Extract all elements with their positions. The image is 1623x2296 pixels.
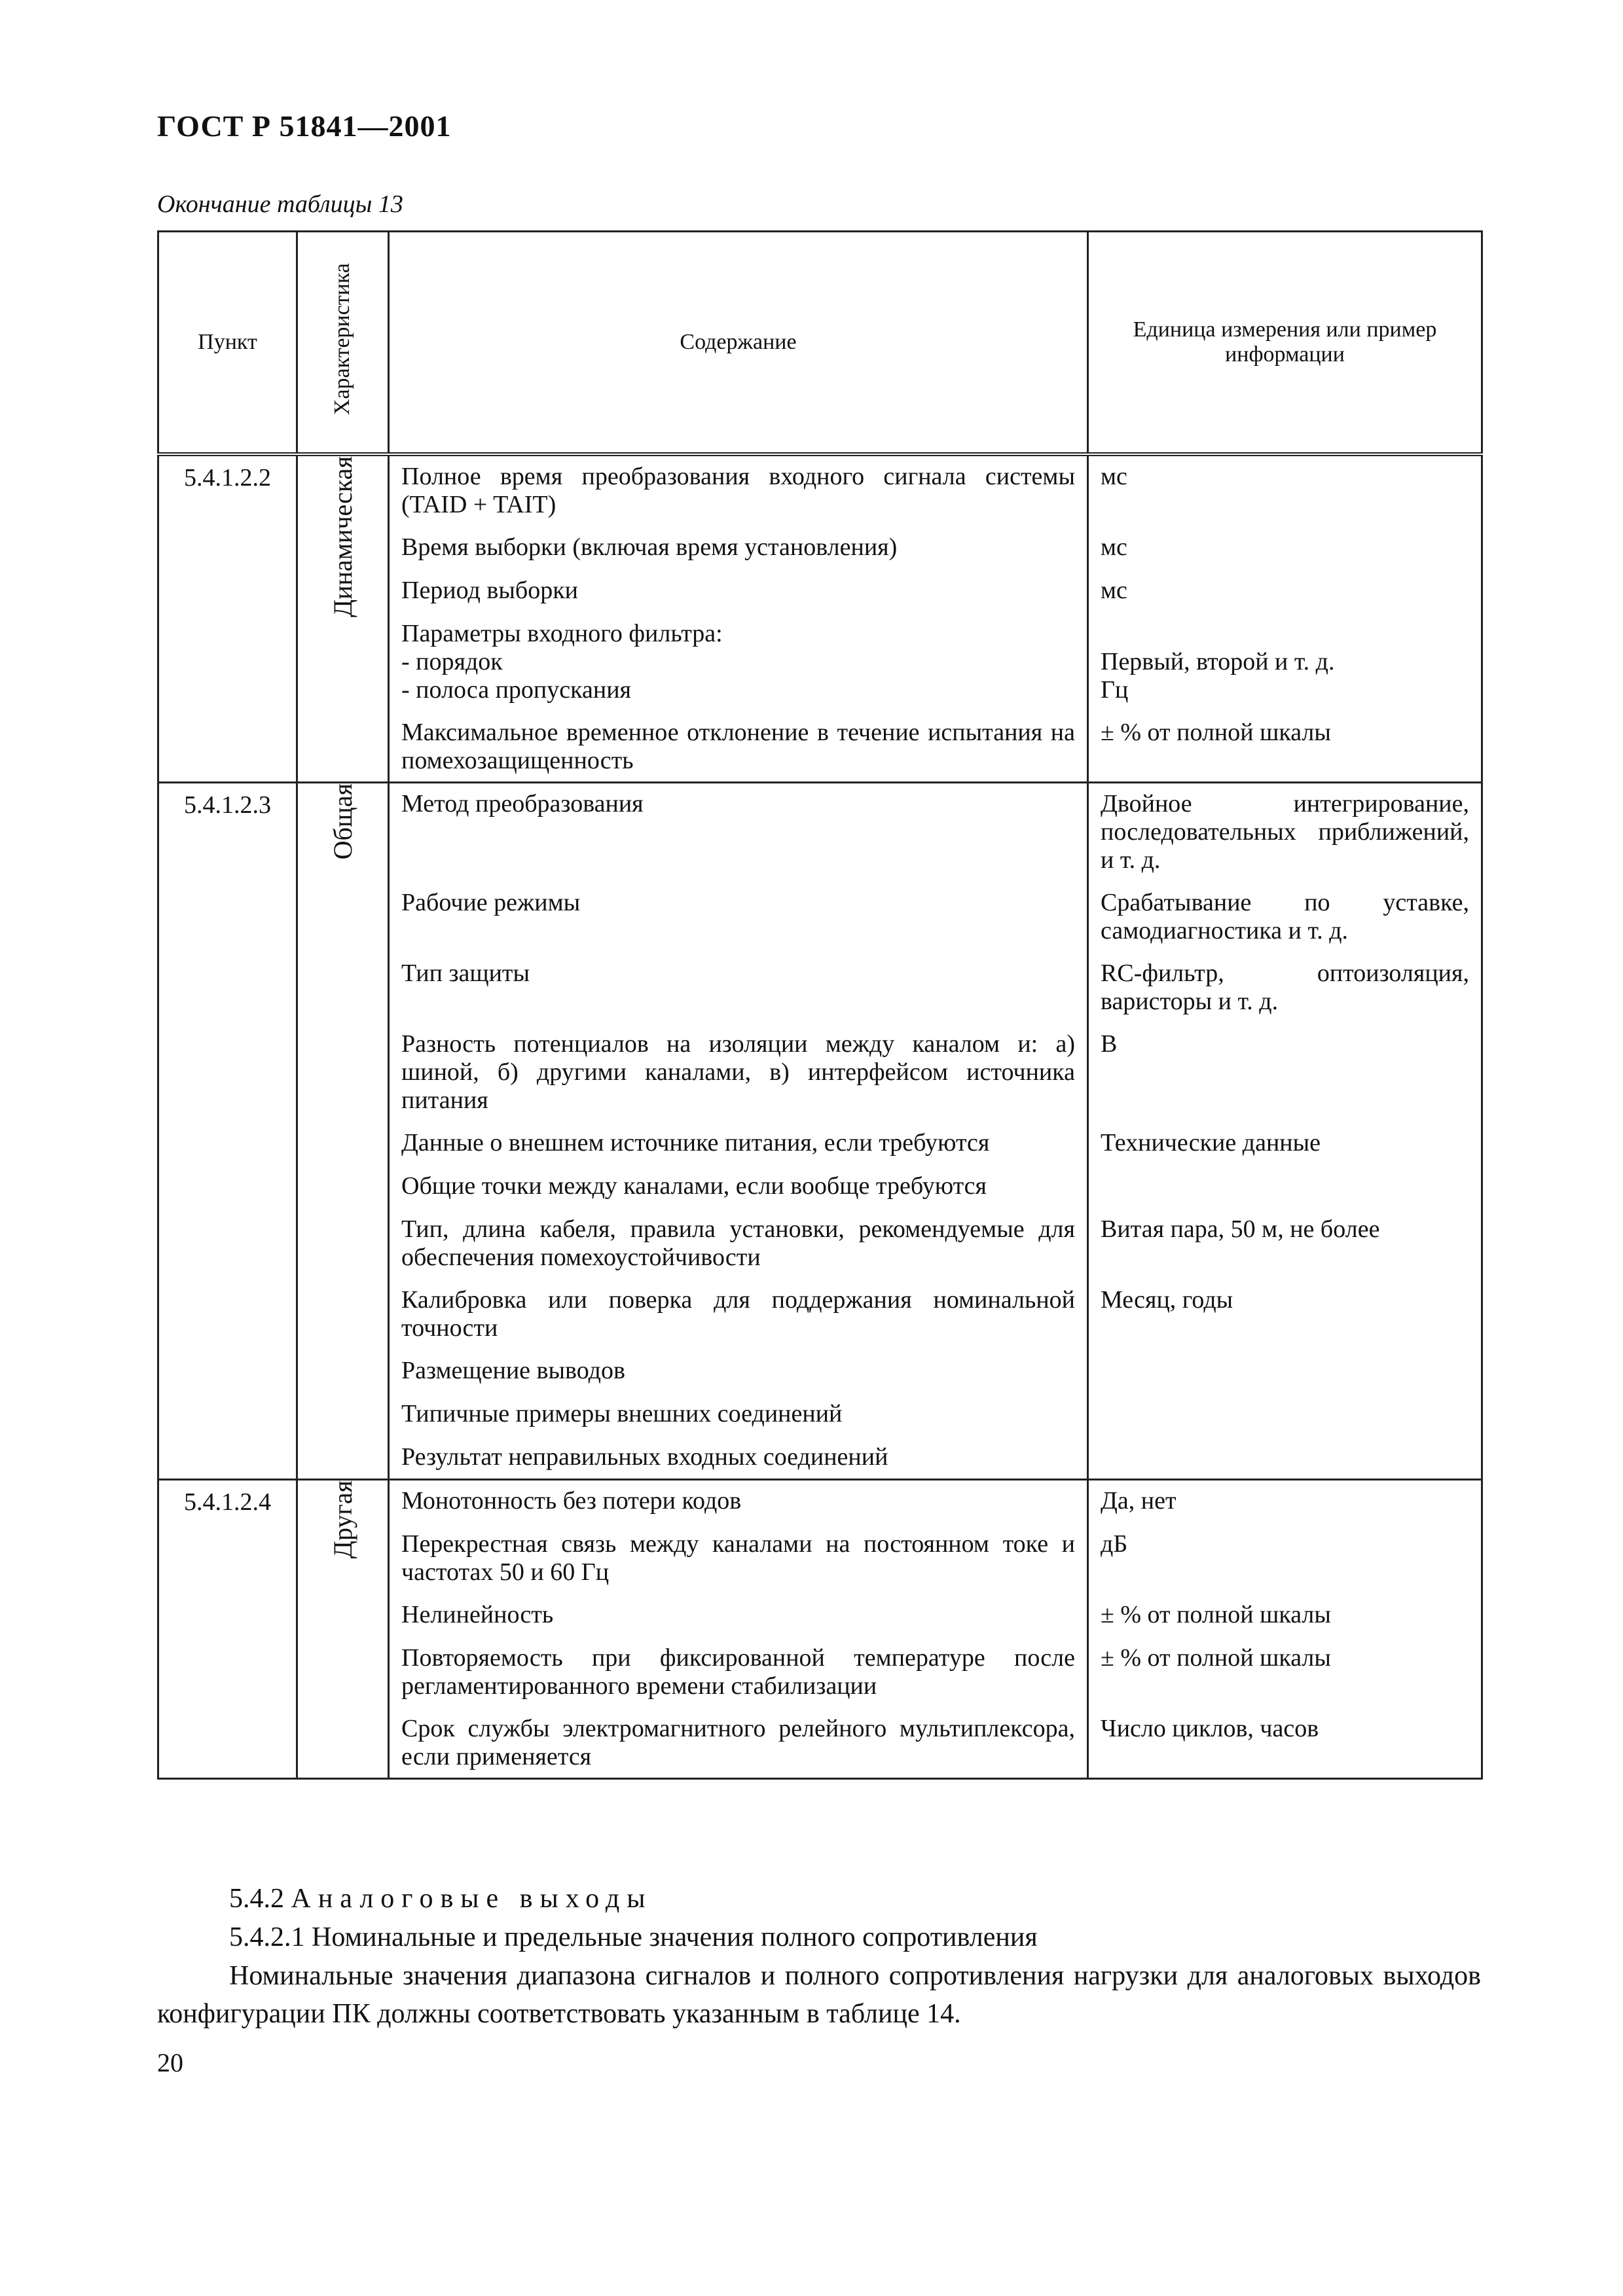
unit-item: В — [1101, 1030, 1118, 1058]
content-item: Метод преобразования — [401, 790, 644, 817]
content-cell — [389, 1480, 1088, 1779]
content-item: Срок службы электромагнитного релейного мультиплексора, если применяется — [401, 1715, 1075, 1770]
content-item: Данные о внешнем источнике питания, если требуются — [401, 1129, 990, 1157]
unit-item: Месяц, годы — [1101, 1286, 1233, 1314]
content-item: Рабочие режимы — [401, 889, 581, 916]
unit-item: Двойное интегрирование, последовательных приближений, и т. д. — [1101, 790, 1469, 874]
characteristic-cell — [297, 1480, 389, 1779]
content-item: Параметры входного фильтра: - порядок - полоса пропускания — [401, 620, 723, 704]
unit-item: Технические данные — [1101, 1129, 1321, 1157]
table-row — [158, 1480, 1482, 1779]
content-item: Перекрестная связь между каналами на постоянном токе и частотах 50 и 60 Гц — [401, 1530, 1075, 1586]
clause-number: 5.4.1.2.2 — [158, 454, 297, 783]
content-item: Разность потенциалов на изоляции между каналом и: а) шиной, б) другими каналами, в) интерфейсом источника питания — [401, 1030, 1075, 1114]
content-item: Время выборки (включая время установления) — [401, 533, 898, 561]
unit-item: Первый, второй и т. д. Гц — [1101, 647, 1335, 704]
content-cell — [389, 454, 1088, 783]
section-number: 5.4.2 — [229, 1884, 284, 1914]
characteristic-label: Другая — [327, 1480, 357, 1559]
unit-cell — [1088, 454, 1482, 783]
unit-item: Срабатывание по уставке, самодиагностика и т. д. — [1101, 889, 1469, 944]
table-header-row — [158, 232, 1482, 455]
characteristic-label: Общая — [327, 783, 357, 860]
clause-number: 5.4.1.2.4 — [158, 1480, 297, 1779]
content-item: Калибровка или поверка для поддержания номинальной точности — [401, 1286, 1075, 1342]
unit-item: ± % от полной шкалы — [1101, 1644, 1331, 1672]
characteristic-label: Динамическая — [327, 456, 357, 618]
unit-item: Число циклов, часов — [1101, 1715, 1319, 1742]
unit-item: Да, нет — [1101, 1487, 1176, 1515]
header-unit: Единица измерения или пример информации — [1088, 232, 1482, 455]
unit-item: мс — [1101, 533, 1127, 561]
unit-item: Витая пара, 50 м, не более — [1101, 1215, 1380, 1243]
header-characteristic: Характеристика — [297, 232, 389, 455]
clause-number: 5.4.1.2.3 — [158, 783, 297, 1480]
section-paragraph: Номинальные значения диапазона сигналов и полного сопротивления нагрузки для аналоговых выходов конфигурации ПК должны соответствовать указанным в таблице 14. — [157, 1960, 1481, 2030]
content-item: Результат неправильных входных соединений — [401, 1443, 888, 1471]
document-header: ГОСТ Р 51841—2001 — [157, 109, 452, 143]
unit-item — [1101, 1400, 1469, 1429]
unit-item — [1101, 1443, 1469, 1472]
table-row — [158, 454, 1482, 783]
unit-item: ± % от полной шкалы — [1101, 719, 1331, 746]
header-punkt: Пункт — [158, 232, 297, 455]
subsection-title: 5.4.2.1 Номинальные и предельные значения полного сопротивления — [229, 1922, 1038, 1952]
table-caption: Окончание таблицы 13 — [157, 190, 403, 218]
characteristic-cell — [297, 454, 389, 783]
unit-item: дБ — [1101, 1530, 1128, 1558]
content-item: Нелинейность — [401, 1601, 554, 1628]
unit-cell — [1088, 783, 1482, 1480]
content-item: Общие точки между каналами, если вообще требуются — [401, 1172, 987, 1200]
content-item: Монотонность без потери кодов — [401, 1487, 742, 1515]
content-item: Максимальное временное отклонение в течение испытания на помехозащищенность — [401, 719, 1075, 774]
page-number: 20 — [157, 2048, 183, 2077]
content-item: Размещение выводов — [401, 1357, 625, 1384]
unit-cell — [1088, 1480, 1482, 1779]
characteristic-cell — [297, 783, 389, 1480]
unit-item: RC-фильтр, оптоизоляция, варисторы и т. д. — [1101, 960, 1469, 1015]
table-row — [158, 783, 1482, 1480]
content-item: Тип, длина кабеля, правила установки, рекомендуемые для обеспечения помехоустойчивости — [401, 1215, 1075, 1271]
section-title: Аналоговые выходы — [291, 1884, 653, 1914]
content-item: Повторяемость при фиксированной температуре после регламентированного времени стабилизации — [401, 1644, 1075, 1700]
content-item: Период выборки — [401, 577, 578, 604]
section-heading — [157, 1880, 1481, 2034]
spec-table — [157, 230, 1483, 1780]
content-item: Типичные примеры внешних соединений — [401, 1400, 843, 1427]
header-content: Содержание — [389, 232, 1088, 455]
unit-item: мс — [1101, 577, 1127, 604]
content-item: Полное время преобразования входного сигнала системы (TAID + TAIT) — [401, 463, 1075, 518]
content-item: Тип защиты — [401, 960, 530, 987]
unit-item: мс — [1101, 463, 1127, 490]
unit-item — [1101, 1172, 1469, 1201]
content-cell — [389, 783, 1088, 1480]
unit-item — [1101, 1357, 1469, 1386]
unit-item: ± % от полной шкалы — [1101, 1601, 1331, 1628]
